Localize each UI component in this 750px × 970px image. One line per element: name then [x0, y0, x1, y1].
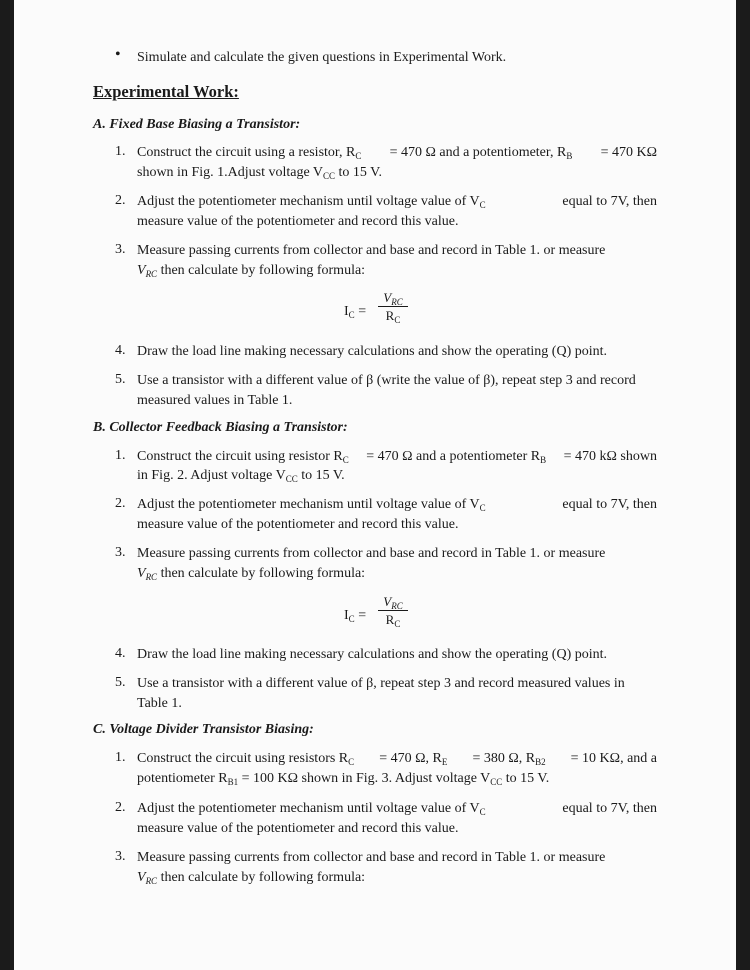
c2-line1: Adjust the potentiometer mechanism until voltage value of $V_C$ equal to 7V, then: [137, 801, 657, 817]
item-number: 3.: [115, 242, 126, 257]
item-number: 4.: [115, 646, 126, 661]
formula-fraction: $V_{RC}$ $R_C$: [378, 290, 408, 323]
a1-line2: shown in Fig. 1.Adjust voltage $V_{CC}$ to 15 V.: [137, 165, 382, 181]
b3-line1: Measure passing currents from collector and base and record in Table 1. or measure: [137, 546, 606, 561]
item-number: 5.: [115, 372, 126, 387]
c3-line1: Measure passing currents from collector and base and record in Table 1. or measure: [137, 850, 606, 865]
b5-line1: Use a transistor with a different value of β, repeat step 3 and record measured values in: [137, 676, 625, 691]
b5-line2: Table 1.: [137, 696, 182, 711]
document-page: [14, 0, 736, 970]
item-number: 2.: [115, 496, 126, 511]
formula-ic: $I_C$ =: [344, 304, 367, 320]
bullet-icon: •: [115, 46, 121, 63]
item-number: 3.: [115, 849, 126, 864]
a1-line1: Construct the circuit using a resistor, $R_C$ = 470 Ω and a potentiometer, $R_B$ = 470 KΩ: [137, 145, 657, 161]
formula-ic: $I_C$ =: [344, 608, 367, 624]
section-a-title: A. Fixed Base Biasing a Transistor:: [93, 117, 301, 132]
c1-line2: potentiometer $R_{B1} = 100$ KΩ shown in Fig. 3. Adjust voltage $V_{CC}$ to 15 V.: [137, 771, 550, 787]
b2-line2: measure value of the potentiometer and record this value.: [137, 517, 459, 532]
a2-line2: measure value of the potentiometer and record this value.: [137, 214, 459, 229]
a4-line1: Draw the load line making necessary calculations and show the operating (Q) point.: [137, 344, 608, 359]
item-number: 3.: [115, 545, 126, 560]
c3-line2: $V_{RC}$ then calculate by following formula:: [137, 870, 366, 886]
a5-line2: measured values in Table 1.: [137, 393, 293, 408]
intro-text: Simulate and calculate the given questions in Experimental Work.: [137, 50, 507, 65]
b4-line1: Draw the load line making necessary calculations and show the operating (Q) point.: [137, 647, 608, 662]
a2-line1: Adjust the potentiometer mechanism until voltage value of $V_C$ equal to 7V, then: [137, 194, 657, 210]
c1-line1: Construct the circuit using resistors $R_C$ = 470 Ω, $R_E$ = 380 Ω, $R_{B2}$ = 10 KΩ, and a: [137, 751, 657, 767]
item-number: 2.: [115, 193, 126, 208]
section-b-title: B. Collector Feedback Biasing a Transistor:: [93, 420, 348, 435]
b1-line1: Construct the circuit using resistor $R_C$ = 470 Ω and a potentiometer $R_B$ = 470 kΩ shown: [137, 449, 657, 465]
section-c-title: C. Voltage Divider Transistor Biasing:: [93, 722, 314, 737]
experimental-work-heading: Experimental Work:: [93, 82, 239, 101]
formula-fraction: $V_{RC}$ $R_C$: [378, 594, 408, 627]
b1-line2: in Fig. 2. Adjust voltage $V_{CC}$ to 15 V.: [137, 468, 345, 484]
b2-line1: Adjust the potentiometer mechanism until voltage value of $V_C$ equal to 7V, then: [137, 497, 657, 513]
item-number: 1.: [115, 144, 126, 159]
item-number: 1.: [115, 750, 126, 765]
a3-line1: Measure passing currents from collector and base and record in Table 1. or measure: [137, 243, 606, 258]
c2-line2: measure value of the potentiometer and record this value.: [137, 821, 459, 836]
item-number: 5.: [115, 675, 126, 690]
item-number: 1.: [115, 448, 126, 463]
b3-line2: $V_{RC}$ then calculate by following formula:: [137, 566, 366, 582]
item-number: 2.: [115, 800, 126, 815]
a5-line1: Use a transistor with a different value of β (write the value of β), repeat step 3 and record: [137, 373, 636, 388]
item-number: 4.: [115, 343, 126, 358]
a3-line2: $V_{RC}$ then calculate by following formula:: [137, 263, 366, 279]
